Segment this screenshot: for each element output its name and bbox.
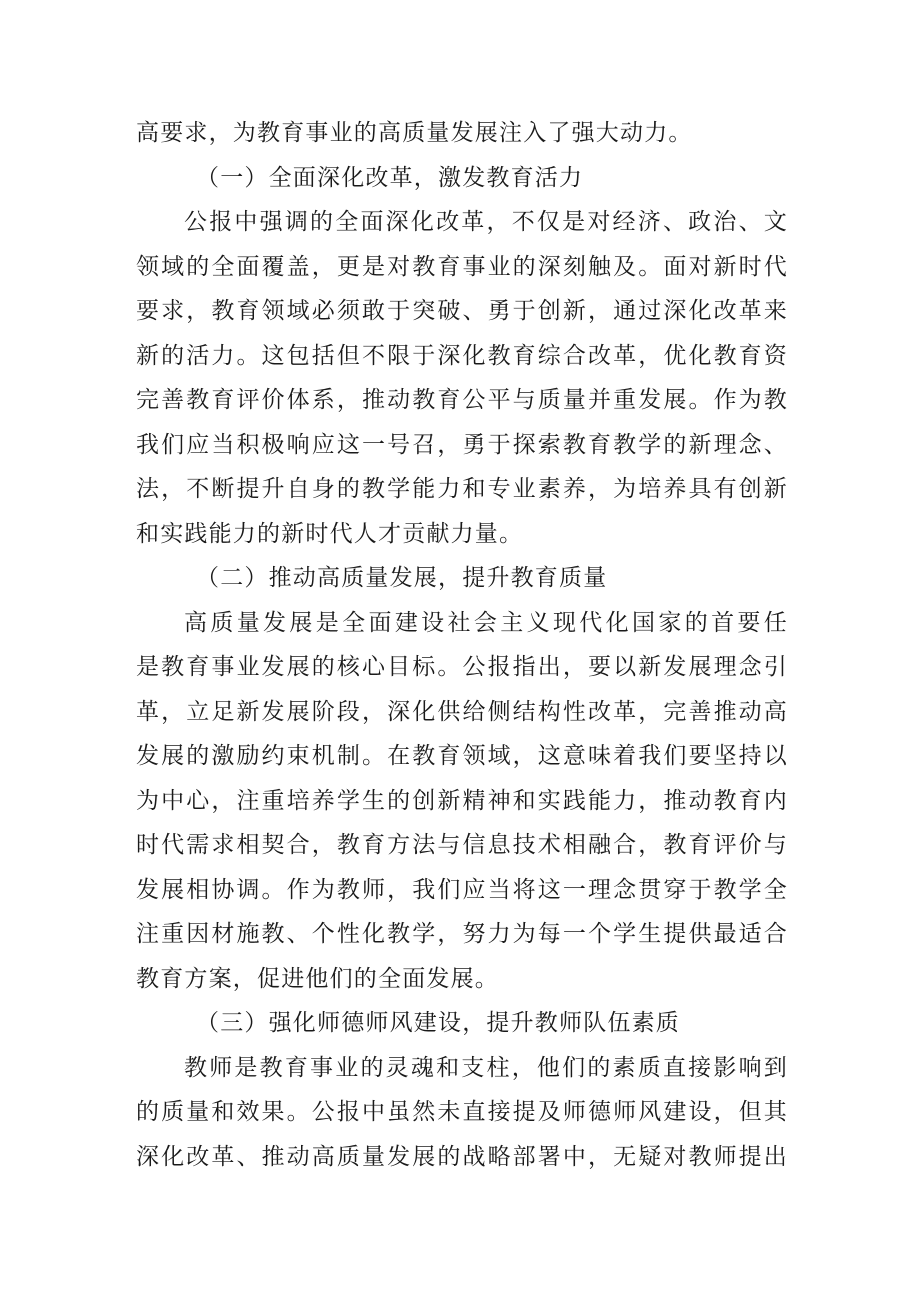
body-text [136,111,788,1179]
text-line: 发展相协调。作为教师，我们应当将这一理念贯穿于教学全 [136,876,788,903]
section-heading-1: （一）全面深化改革，激发教育活力 [196,164,584,191]
text-line: 为中心，注重培养学生的创新精神和实践能力，推动教育内 [136,787,788,814]
section-heading-2: （二）推动高质量发展，提升教育质量 [196,565,608,591]
text-line: 要求，教育领域必须敢于突破、勇于创新，通过深化改革来 [136,298,788,324]
text-line: 深化改革、推动高质量发展的战略部署中，无疑对教师提出 [136,1143,788,1170]
text-line: 新的活力。这包括但不限于深化教育综合改革，优化教育资 [136,342,788,369]
text-line: 革，立足新发展阶段，深化供给侧结构性改革，完善推动高 [136,698,788,725]
text-line: 我们应当积极响应这一号召，勇于探索教育教学的新理念、 [136,431,788,458]
text-line: 公报中强调的全面深化改革，不仅是对经济、政治、文 [184,209,788,235]
text-line: 高质量发展是全面建设社会主义现代化国家的首要任 [184,609,788,636]
text-line: 高要求，为教育事业的高质量发展注入了强大动力。 [136,120,693,146]
text-line: 法，不断提升自身的教学能力和专业素养，为培养具有创新 [136,476,788,502]
text-line: 完善教育评价体系，推动教育公平与质量并重发展。作为教 [136,387,788,413]
text-line: 是教育事业发展的核心目标。公报指出，要以新发展理念引 [136,654,788,680]
text-line: 时代需求相契合，教育方法与信息技术相融合，教育评价与 [136,832,788,858]
section-heading-3: （三）强化师德师风建设，提升教师队伍素质 [196,1010,680,1036]
text-line: 教育方案，促进他们的全面发展。 [136,965,499,992]
text-line: 注重因材施教、个性化教学，努力为每一个学生提供最适合 [136,921,788,947]
text-line: 发展的激励约束机制。在教育领域，这意味着我们要坚持以 [136,743,788,769]
text-line: 和实践能力的新时代人才贡献力量。 [136,520,524,547]
text-line: 教师是教育事业的灵魂和支柱，他们的素质直接影响到 [184,1054,788,1081]
text-line: 领域的全面覆盖，更是对教育事业的深刻触及。面对新时代 [136,253,788,280]
text-line: 的质量和效果。公报中虽然未直接提及师德师风建设，但其 [136,1099,788,1125]
